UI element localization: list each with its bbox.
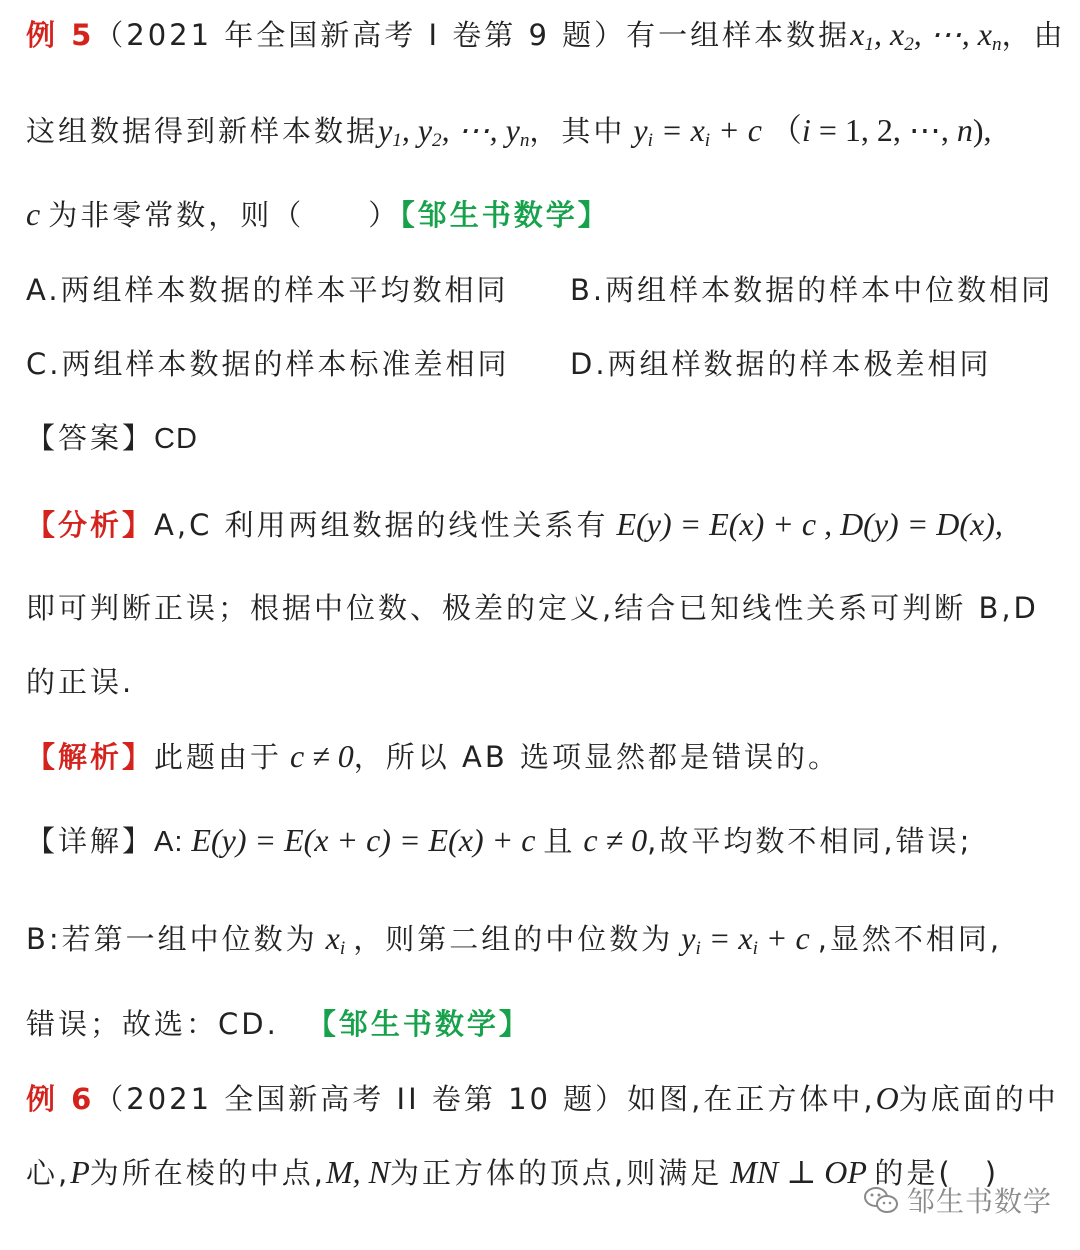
analysis-line-3	[26, 662, 1066, 702]
ex5-line-3	[26, 194, 1066, 235]
ex5-label: 例 5	[26, 18, 95, 52]
ex6-label: 例 6	[26, 1082, 95, 1116]
solution-label: 【解析】	[26, 740, 155, 774]
ex5-sample-y: $y_1$, $y_2$, ⋯, $y_n$	[378, 112, 530, 151]
detail-pre: A:	[154, 826, 184, 858]
analysis-text-3: 的正误.	[26, 665, 135, 699]
detail-mid: 且	[543, 824, 576, 858]
detail-median-y: $y_i = x_i + c$	[673, 920, 818, 959]
ex6-line2-pre: 心,	[26, 1156, 71, 1190]
ex6-perp: MN ⊥ OP	[722, 1154, 875, 1190]
analysis-text-2: 即可判断正误；根据中位数、极差的定义,结合已知线性关系可判断 B,D	[26, 591, 1039, 625]
option-a: A.两组样本数据的样本平均数相同	[26, 273, 509, 307]
ex6-point-o: O	[875, 1080, 899, 1116]
detail-brand: 【邹生书数学】	[306, 1007, 531, 1041]
answer-line	[26, 418, 1066, 459]
detail-line-3	[26, 1004, 1066, 1044]
detail-b-post: ,显然不相同,	[817, 922, 1003, 956]
solution-condition: c ≠ 0	[282, 738, 354, 774]
detail-median-x: $x_i$	[317, 920, 346, 959]
ex6-line-1	[26, 1078, 1066, 1119]
ex6-o-text: 为底面的中	[898, 1082, 1059, 1116]
ex5-index-range: （i = 1, 2, ⋯, n),	[769, 112, 992, 148]
ex5-line-1	[26, 14, 1066, 65]
detail-end: 错误；故选：CD.	[26, 1007, 279, 1041]
analysis-formula: E(y) = E(x) + c , D(y) = D(x),	[608, 506, 1003, 542]
ex5-line2-mid: ，其中	[529, 114, 626, 148]
detail-b-mid: ，则第二组的中位数为	[353, 922, 674, 956]
analysis-line-2	[26, 588, 1066, 628]
detail-label: 【详解】	[26, 824, 155, 858]
option-b: B.两组样本数据的样本中位数相同	[570, 273, 1054, 307]
detail-condition: c ≠ 0	[575, 822, 648, 858]
wechat-icon	[863, 1185, 899, 1215]
detail-post: ,故平均数不相同,错误;	[647, 824, 973, 858]
ex6-source: （2021 全国新高考 II 卷第 10 题）如图,在正方体中,	[94, 1082, 876, 1116]
ex5-line1-tail: ，由	[1001, 18, 1066, 52]
ex5-relation: $y_i = x_i + c$	[625, 112, 770, 151]
ex6-line2-p: 为所在棱的中点,	[89, 1156, 326, 1190]
option-d: D.两组样数据的样本极差相同	[570, 347, 992, 381]
ex5-sample-x: $x_1$, $x_2$, ⋯, $x_n$	[850, 16, 1002, 55]
detail-line-1	[26, 820, 1066, 862]
ex5-line2-pre: 这组数据得到新样本数据	[26, 114, 379, 148]
detail-b-pre: B:若第一组中位数为	[26, 922, 318, 956]
watermark	[863, 1180, 1052, 1220]
watermark-text: 邹生书数学	[906, 1185, 1052, 1218]
ex5-line-2	[26, 110, 1066, 161]
option-c: C.两组样本数据的样本标准差相同	[26, 347, 510, 381]
answer-label: 【答案】	[26, 421, 155, 455]
ex6-point-p: P	[70, 1154, 90, 1190]
analysis-label: 【分析】	[26, 508, 155, 542]
ex6-points-mn: M, N	[325, 1154, 390, 1190]
ex5-source: （2021 年全国新高考 I 卷第 9 题）有一组样本数据	[94, 18, 851, 52]
ex5-line3-post: 为非零常数，则（ ）	[48, 198, 401, 232]
solution-line	[26, 736, 1066, 777]
ex6-line2-post: 的是( )	[874, 1156, 1000, 1190]
solution-post: ，所以 AB 选项显然都是错误的。	[353, 740, 840, 774]
detail-line-2	[26, 918, 1066, 969]
analysis-line-1	[26, 504, 1066, 545]
solution-pre: 此题由于	[154, 740, 283, 774]
detail-formula: E(y) = E(x + c) = E(x) + c	[183, 822, 544, 858]
ex5-const-c: c	[26, 196, 49, 232]
answer-value: CD	[154, 423, 198, 455]
ex6-line2-mn: 为正方体的顶点,则满足	[389, 1156, 723, 1190]
ex5-brand: 【邹生书数学】	[400, 198, 610, 232]
analysis-text-1: A,C 利用两组数据的线性关系有	[154, 508, 609, 542]
